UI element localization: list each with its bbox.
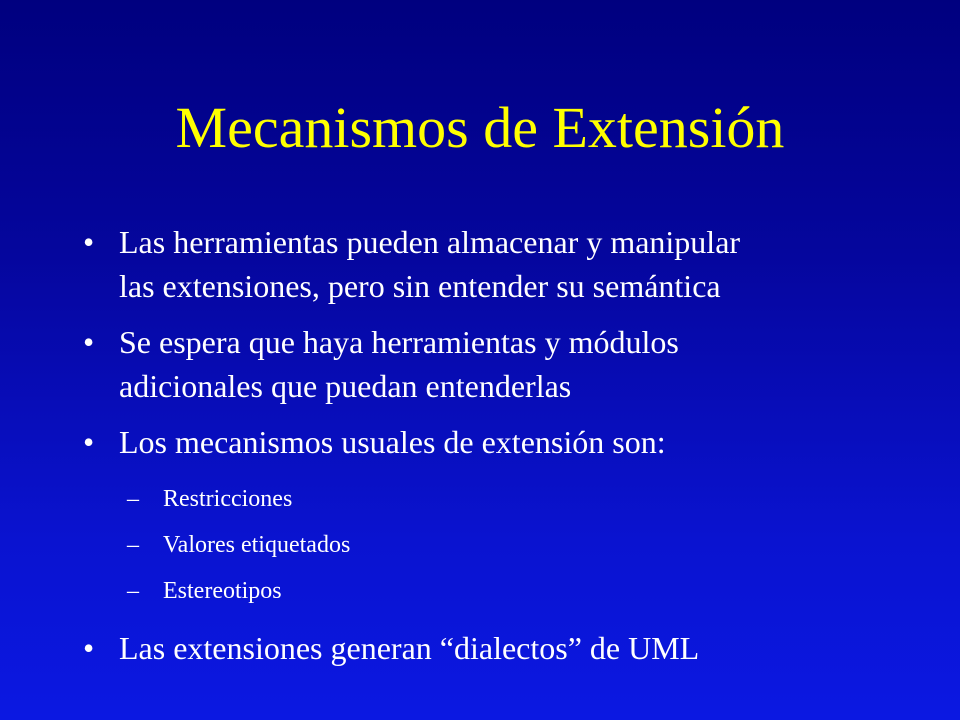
- subbullet-list: [83, 476, 933, 614]
- subbullet-item-3: [83, 568, 933, 614]
- subbullet-text-1: Restricciones: [163, 486, 293, 512]
- bullet-item-1: [83, 220, 933, 308]
- subbullet-marker-3: –: [127, 578, 139, 604]
- bullet-3-line-1: Los mecanismos usuales de extensión son:: [119, 424, 666, 460]
- bullet-marker-4: •: [83, 630, 95, 666]
- subbullet-marker-1: –: [127, 486, 139, 512]
- subbullet-item-2: [83, 522, 933, 568]
- bullet-marker-2: •: [83, 324, 95, 360]
- bullet-4-line-1: Las extensiones generan “dialectos” de UML: [119, 630, 700, 666]
- subbullet-text-2: Valores etiquetados: [163, 532, 351, 558]
- subbullet-item-1: [83, 476, 933, 522]
- slide-content: [83, 220, 933, 682]
- bullet-item-3: [83, 420, 933, 464]
- bullet-marker-3: •: [83, 424, 95, 460]
- bullet-marker-1: •: [83, 224, 95, 260]
- bullet-item-2: [83, 320, 933, 408]
- bullet-1-line-2: las extensiones, pero sin entender su semántica: [119, 268, 721, 304]
- subbullet-marker-2: –: [127, 532, 139, 558]
- bullet-2-line-1: Se espera que haya herramientas y módulos: [119, 324, 679, 360]
- slide-title: Mecanismos de Extensión: [175, 95, 785, 160]
- bullet-1-line-1: Las herramientas pueden almacenar y manipular: [119, 224, 741, 260]
- subbullet-text-3: Estereotipos: [163, 578, 282, 604]
- bullet-2-line-2: adicionales que puedan entenderlas: [119, 368, 572, 404]
- bullet-item-4: [83, 626, 933, 670]
